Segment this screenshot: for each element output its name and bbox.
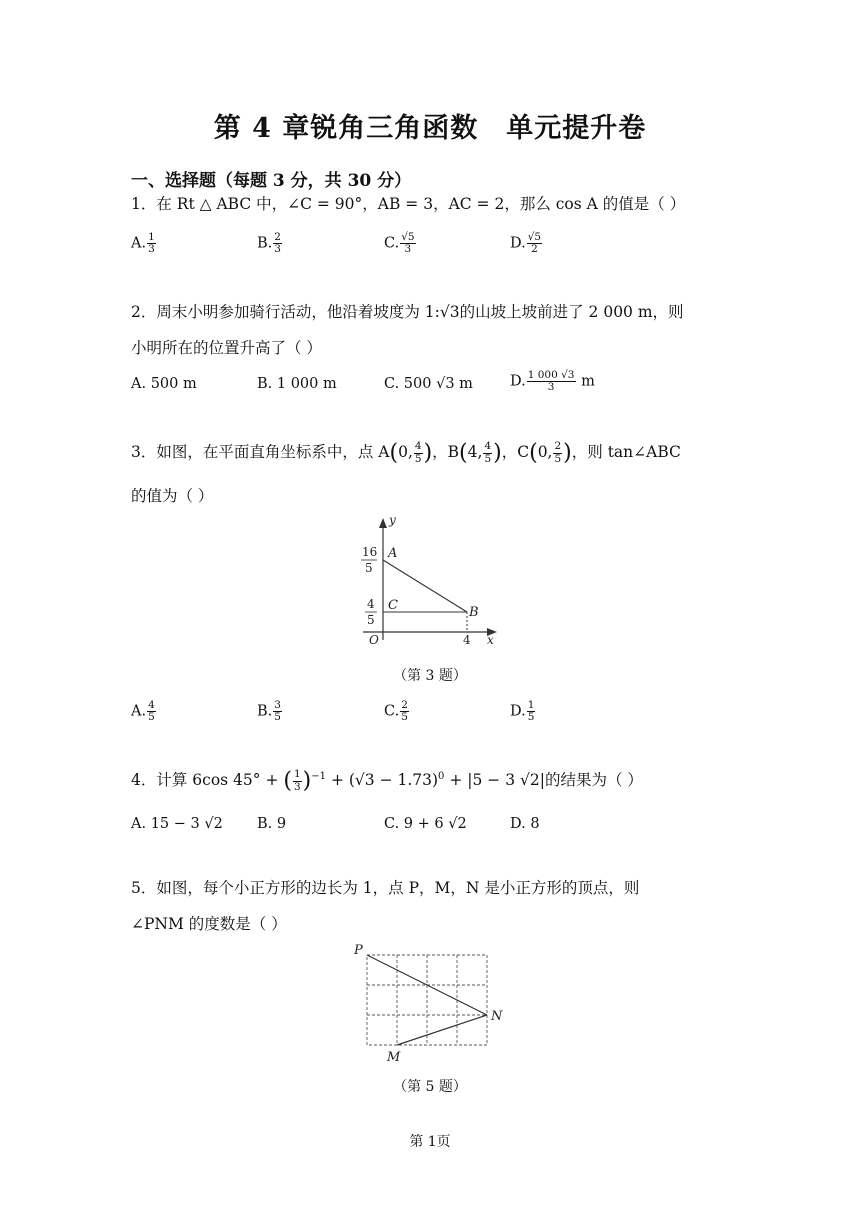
exponent: −1 xyxy=(311,770,326,782)
question-4-text: 4．计算 6cos 45° + ( $\frac{1}{3}$ )$^{-1} + (√3 - 1.73)^0 + |5 - 3$ √2|的结果为（ ） xyxy=(131,768,643,794)
option-label: D. xyxy=(510,235,526,252)
page-title: 第 4 章锐角三角函数 单元提升卷 xyxy=(213,113,647,144)
q4-post: 的结果为（ ） xyxy=(544,771,643,789)
option-label: B. xyxy=(257,703,273,720)
q3-figure xyxy=(355,510,505,650)
axis-label-y: y xyxy=(389,513,396,527)
q4-mid: + (√3 − 1.73) xyxy=(330,771,439,789)
point-label-b: B xyxy=(469,605,479,620)
q3-c-pre: ，C xyxy=(501,443,530,461)
frac-num: √5 xyxy=(527,231,542,243)
frac-num: 4 xyxy=(148,699,155,711)
frac-den: 3 xyxy=(404,243,412,256)
frac-den: 5 xyxy=(274,711,281,724)
unit: m xyxy=(581,373,595,390)
frac-num: 1 000 √3 xyxy=(527,369,575,381)
grid xyxy=(367,955,487,1045)
option-label: B. xyxy=(257,235,273,252)
frac-den: 5 xyxy=(148,711,155,724)
option-label: D. xyxy=(510,703,526,720)
point-label-m: M xyxy=(387,1050,401,1065)
tick-num: 4 xyxy=(367,597,375,611)
q1-option-d[interactable] xyxy=(510,232,543,255)
tick-num: 16 xyxy=(362,545,378,559)
q3-b-pre: ，B xyxy=(432,443,460,461)
q2-option-d[interactable] xyxy=(510,370,595,393)
section-heading: 一、选择题（每题 3 分，共 30 分） xyxy=(131,171,412,191)
frac-den: 3 xyxy=(293,780,301,793)
coord: 4, xyxy=(467,443,483,461)
frac-den: 2 xyxy=(531,243,538,256)
question-5-line2: ∠PNM 的度数是（ ） xyxy=(131,915,287,933)
q3-option-c[interactable] xyxy=(384,700,410,723)
point-label-c: C xyxy=(388,598,398,613)
axis-label-x: x xyxy=(487,633,494,647)
tick-den: 5 xyxy=(365,561,373,575)
q3-option-b[interactable] xyxy=(257,700,283,723)
q4-pre: 4．计算 6cos 45° + xyxy=(131,771,279,789)
question-5-line1: 5．如图，每个小正方形的边长为 1，点 P，M，N 是小正方形的顶点，则 xyxy=(131,879,640,897)
figure-caption: （第 3 题） xyxy=(393,668,467,684)
point-label-p: P xyxy=(354,943,363,958)
y-axis-arrow xyxy=(379,518,387,528)
page-number: 第 1页 xyxy=(409,1134,451,1150)
question-1-text: 1．在 Rt △ ABC 中，∠C = 90°，AB = 3，AC = 2，那么 cos A 的值是（ ） xyxy=(131,195,686,213)
point-label-n: N xyxy=(491,1009,503,1024)
question-3-line2: 的值为（ ） xyxy=(131,487,214,505)
frac-num: 4 xyxy=(484,440,492,453)
option-label: C. xyxy=(384,235,400,252)
q1-option-b[interactable] xyxy=(257,232,283,255)
frac-num: 1 xyxy=(527,699,535,711)
frac-num: 2 xyxy=(274,231,281,243)
frac-num: 2 xyxy=(401,699,408,711)
q4-option-b[interactable]: B. 9 xyxy=(257,816,287,832)
q3-option-d[interactable] xyxy=(510,700,536,723)
q4-option-c[interactable]: C. 9 + 6 √2 xyxy=(384,816,467,832)
frac-den: 3 xyxy=(274,243,281,256)
coord: 0, xyxy=(537,443,553,461)
frac-num: 2 xyxy=(554,440,562,453)
coord: 0, xyxy=(398,443,413,461)
question-3-line1: 3．如图，在平面直角坐标系中，点 A(0, $\frac{4}{5}$ )，B(4, $\frac{4}{5}$ )，C(0, $\frac{2}{5}$ )，则 tan∠ABC xyxy=(131,440,681,466)
figure-caption: （第 5 题） xyxy=(393,1079,467,1095)
q3-post: ，则 tan∠ABC xyxy=(571,443,681,461)
frac-num: 4 xyxy=(414,440,422,453)
frac-num: 1 xyxy=(293,768,301,781)
frac-den: 3 xyxy=(148,243,155,256)
frac-den: 5 xyxy=(414,452,422,465)
frac-den: 5 xyxy=(401,711,408,724)
q3-option-a[interactable] xyxy=(131,700,157,723)
q2-option-b[interactable]: B. 1 000 m xyxy=(257,376,337,392)
frac-num: 3 xyxy=(274,699,281,711)
origin-label: O xyxy=(369,633,379,647)
question-2-line1: 2．周末小明参加骑行活动，他沿着坡度为 1:√3的山坡上坡前进了 2 000 m，则 xyxy=(131,303,684,321)
exponent: 0 xyxy=(438,770,445,782)
q2-option-a[interactable]: A. 500 m xyxy=(131,376,197,392)
x-tick-label: 4 xyxy=(463,633,471,647)
q5-figure xyxy=(350,940,510,1068)
q1-option-c[interactable] xyxy=(384,232,417,255)
segment-mn xyxy=(397,1015,487,1045)
tick-den: 5 xyxy=(367,613,375,627)
point-label-a: A xyxy=(388,546,398,561)
option-label: A. xyxy=(131,703,147,720)
frac-den: 5 xyxy=(554,452,562,465)
frac-den: 5 xyxy=(484,452,492,465)
q1-option-a[interactable] xyxy=(131,232,157,255)
option-label: C. xyxy=(384,703,400,720)
option-label: D. xyxy=(510,373,526,390)
question-2-line2: 小明所在的位置升高了（ ） xyxy=(131,339,322,357)
frac-den: 3 xyxy=(547,381,555,394)
frac-den: 5 xyxy=(527,711,535,724)
frac-num: √5 xyxy=(401,231,415,243)
q4-option-d[interactable]: D. 8 xyxy=(510,816,540,832)
q2-option-c[interactable]: C. 500 √3 m xyxy=(384,376,473,392)
q4-option-a[interactable]: A. 15 − 3 √2 xyxy=(131,816,223,832)
option-label: A. xyxy=(131,235,147,252)
q4-abs: + |5 − 3 √2| xyxy=(449,771,545,789)
q3-pre: 3．如图，在平面直角坐标系中，点 A xyxy=(131,443,390,461)
frac-num: 1 xyxy=(148,231,155,243)
